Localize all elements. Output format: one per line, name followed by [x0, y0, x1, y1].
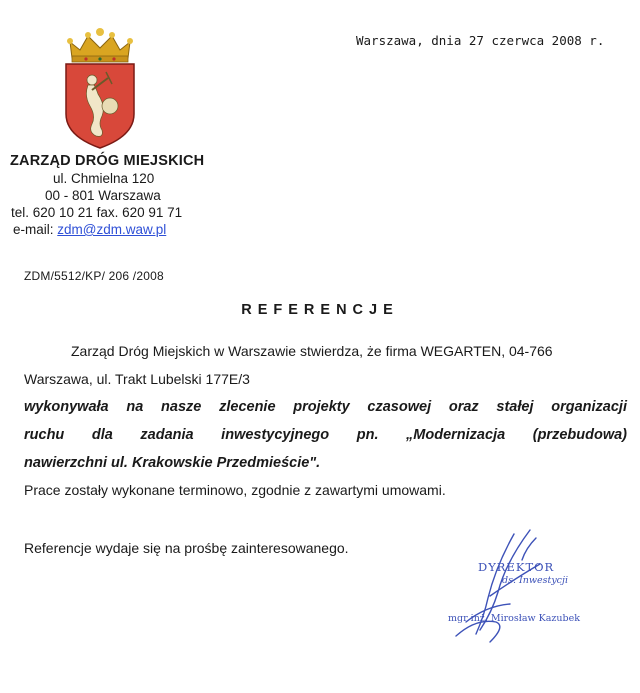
body-paragraph-1-line-2: Warszawa, ul. Trakt Lubelski 177E/3 [24, 371, 250, 387]
signature-subtitle: ds. Inwestycji [502, 575, 568, 586]
signatory-name: mgr inż. Mirosław Kazubek [448, 613, 580, 624]
emphasis-line-2: ruchu dla zadania inwestycyjnego pn. „Modernizacja (przebudowa) [24, 427, 627, 443]
document-title: REFERENCJE [241, 302, 399, 318]
phone-fax: tel. 620 10 21 fax. 620 91 71 [11, 205, 183, 220]
email-label: e-mail: [13, 222, 54, 237]
crown-icon [67, 28, 133, 62]
signature-title: DYREKTOR [478, 560, 555, 574]
email-line [13, 222, 166, 237]
emphasis-line-1: wykonywała na nasze zlecenie projekty czasowej oraz stałej organizacji [24, 399, 627, 415]
body-paragraph-1-line-1: Zarząd Dróg Miejskich w Warszawie stwierdza, że firma WEGARTEN, 04-766 [71, 343, 553, 359]
email-link[interactable]: zdm@zdm.waw.pl [57, 222, 167, 237]
body-paragraph-3: Referencje wydaje się na prośbę zainteresowanego. [24, 540, 349, 556]
warsaw-coat-of-arms-icon [58, 28, 142, 150]
street-address: ul. Chmielna 120 [53, 171, 155, 186]
handwritten-signature [436, 526, 626, 656]
dateline: Warszawa, dnia 27 czerwca 2008 r. [356, 33, 605, 48]
organization-name: ZARZĄD DRÓG MIEJSKICH [10, 153, 205, 169]
emphasis-line-3: nawierzchni ul. Krakowskie Przedmieście". [24, 455, 321, 471]
body-paragraph-2: Prace zostały wykonane terminowo, zgodnie z zawartymi umowami. [24, 482, 446, 498]
postal-address: 00 - 801 Warszawa [45, 188, 161, 203]
reference-number: ZDM/5512/KP/ 206 /2008 [24, 269, 164, 283]
